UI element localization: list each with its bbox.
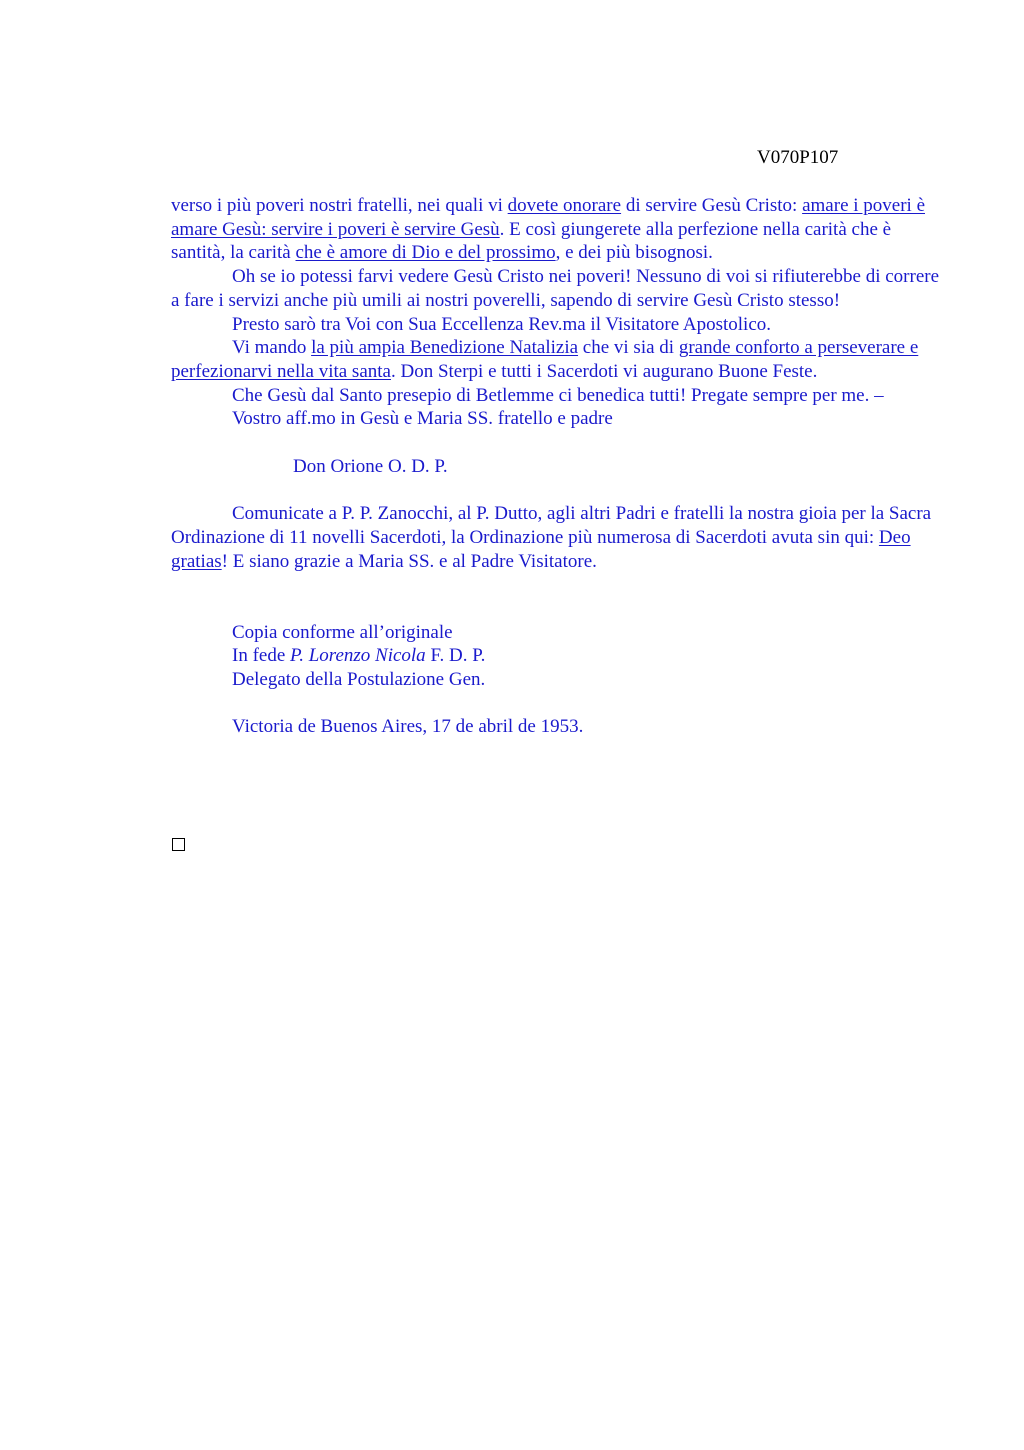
letter-body bbox=[171, 194, 941, 739]
postscript: Comunicate a P. P. Zanocchi, al P. Dutto, agli altri Padri e fratelli la nostra gioia per la Sacra Ordinazione di 11 novelli Sacerdoti, la Ordinazione più numerosa di Sacerdoti avuta sin qui: Deo gratias! E siano grazie a Maria SS. e al Padre Visitatore. bbox=[171, 503, 932, 572]
underlined-phrase: la più ampia Benedizione Natalizia bbox=[311, 337, 579, 359]
paragraph-2: Oh se io potessi farvi vedere Gesù Cristo nei poveri! Nessuno di voi si rifiuterebbe di correre a fare i servizi anche più umili ai nostri poverelli, sapendo di servire Gesù Cristo stesso! bbox=[171, 266, 940, 311]
certification-line-3: Delegato della Postulazione Gen. bbox=[232, 669, 486, 691]
paragraph-1: verso i più poveri nostri fratelli, nei quali vi dovete onorare di servire Gesù Cristo: amare i poveri è amare Gesù: servire i poveri è servire Gesù. E così giungerete alla perfezione nella carità che è santità, la carità che è amore di Dio e del prossimo, e dei più bisognosi. bbox=[171, 195, 925, 264]
certification-line-1: Copia conforme all’originale bbox=[232, 621, 453, 643]
signature: Don Orione O. D. P. bbox=[293, 455, 448, 477]
paragraph-3: Presto sarò tra Voi con Sua Eccellenza Rev.ma il Visitatore Apostolico. bbox=[232, 313, 772, 335]
underlined-phrase: grande conforto a perseverare e perfezionarvi nella vita santa bbox=[171, 337, 919, 382]
underlined-phrase: Deo gratias bbox=[171, 526, 911, 572]
checkbox-square-icon bbox=[172, 838, 185, 851]
place-date: Victoria de Buenos Aires, 17 de abril de 1953. bbox=[232, 716, 584, 738]
underlined-phrase: amare i poveri è amare Gesù: servire i poveri è servire Gesù bbox=[171, 195, 925, 240]
underlined-phrase: che è amore di Dio e del prossimo bbox=[295, 242, 556, 264]
page-identifier: V070P107 bbox=[757, 147, 839, 168]
underlined-phrase: dovete onorare bbox=[507, 195, 622, 216]
paragraph-4: Vi mando la più ampia Benedizione Natalizia che vi sia di grande conforto a perseverare e perfezionarvi nella vita santa. Don Sterpi e tutti i Sacerdoti vi augurano Buone Feste. bbox=[171, 337, 919, 382]
closing-line: Vostro aff.mo in Gesù e Maria SS. fratello e padre bbox=[232, 408, 613, 430]
certifier-name: P. Lorenzo Nicola bbox=[290, 645, 426, 667]
certification-line-2: In fede P. Lorenzo Nicola F. D. P. bbox=[232, 645, 486, 667]
certification-block bbox=[171, 621, 941, 740]
paragraph-5: Che Gesù dal Santo presepio di Betlemme ci benedica tutti! Pregate sempre per me. – bbox=[232, 384, 884, 406]
